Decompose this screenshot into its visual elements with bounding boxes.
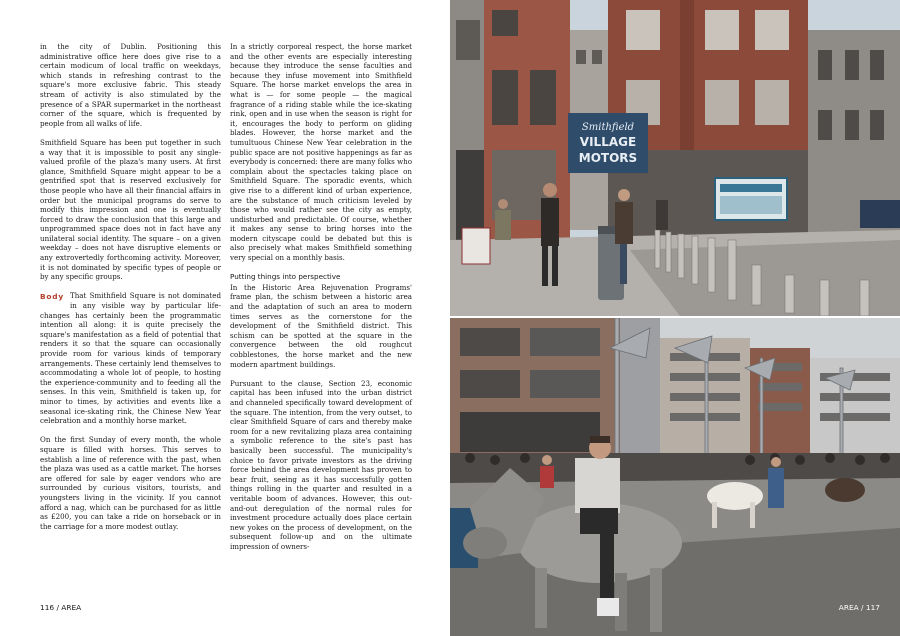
street-photo (450, 0, 900, 316)
paragraph: On the first Sunday of every month, the whole square is filled with horses. This serves to establish a line of reference with the past, when the plaza was used as a cattle market. The horses are offered for sale by eager vendors who are surrounded by curious visitors, tourists, and youngsters living in the vicinity. If you cannot afford a nag, which can be purchased for as little as £200, you can take a ride on horseback or in the carriage for a more modest outlay. (40, 435, 221, 531)
text-column-2 (230, 42, 412, 561)
page-number-left: 116 / AREA (40, 603, 82, 612)
shop-sign-line3: MOTORS (578, 151, 638, 165)
shop-sign-line1: Smithfield (581, 122, 635, 133)
text-column-1 (40, 42, 221, 541)
paragraph: Pursuant to the clause, Section 23, economic capital has been infused into the urban district and channeled specifically toward development of the square. The intention, from the very outset, to clear Smithfield Square of cars and thereby make room for a new revitalizing plaza area containing a symbolic reference to the site's past has basically been successful. The municipality's choice to favor private investors as the driving force behind the area development has proven to bear fruit, seeing as it has successfully gotten things rolling in the quarter and resulted in a veritable boom of advances. However, this out-and-out deregulation of the normal rules for investment procedure actually does place certain new yokes on the process of development, on the subsequent follow-up and on the ultimate impression of owners- (230, 378, 412, 551)
paragraph: In a strictly corporeal respect, the horse market and the other events are especially interesting because they introduce the sense faculties and because they infuse movement into Smithfield Square. The horse market envelops the area in what is — for some people — the magical fragrance of a riding stable while the ice-skating rink, open and in use when the season is right for it, encourages the body to perform on gliding blades. However, the horse market and the tumultuous Chinese New Year celebration in the public space are not positive happenings as far as everybody is concerned: there are many folks who complain about the spectacles taking place on Smithfield Square. The sporadic events, which give rise to a different kind of urban experience, are the substance of much criticism leveled by those who would rather see the city as empty, undisturbed and predictable. Of course, whether it makes any sense to bring horses into the modern cityscape could be debated but this is also precisely what makes Smithfield something very special on a monthly basis. (230, 42, 412, 263)
paragraph-text: That Smithfield Square is not dominated in any visible way by particular life-changes has certainly been the programmatic intention all along: it is quite precisely the square's manifestation as a field of potential that renders it so that the square can occasionally provide room for various kinds of temporary arrangements. These certainly lend themselves to accommodating a whole lot of people, to hosting the experience-community and to feeding all the senses. In this vein, Smithfield is taken up, for minor to times, by activities and events like a seasonal ice-skating rink, the Chinese New Year celebration and a monthly horse market. (40, 291, 221, 426)
paragraph: In the Historic Area Rejuvenation Programs' frame plan, the schism between a historic area and the adaptation of such an area to modern times serves as the cornerstone for the development of the Smithfield district. This schism can be spotted at the square in the convergence between the old roughcut cobblestones, the horse market and the new modern apartment buildings. (230, 282, 412, 369)
street-photo-illustration (450, 0, 900, 316)
paragraph: in the city of Dublin. Positioning this administrative office here does give rise to a certain modicum of local traffic on weekdays, which stands in refreshing contrast to the square's more exclusive fabric. This steady stream of activity is also stimulated by the presence of a SPAR supermarket in the northeast corner of the square, which is frequented by people from all walks of life. (40, 42, 221, 128)
paragraph: Smithfield Square has been put together in such a way that it is impossible to posit any single-valued profile of the plaza's many users. At first glance, Smithfield Square might appear to be a gentrified spot that is reserved exclusively for those people who have all their financial affairs in order but the municipal programs do serve to modify this impression and one is eventually forced to draw the conclusion that this large and unprogrammed space does not in fact have any unilateral social identity. The square – on a given weekday – does not have disruptive elements or any extrovertedly forthcoming activity. Moreover, it is not dominated by specific types of people or by any specific groups. (40, 137, 221, 282)
subheading: Putting things into perspective (230, 272, 341, 282)
page-number-right: AREA / 117 (838, 603, 880, 612)
horse-market-photo (450, 318, 900, 636)
section-label-body: Body (40, 292, 65, 302)
paragraph (40, 291, 221, 425)
horse-market-illustration (450, 318, 900, 636)
shop-sign-line2: VILLAGE (579, 135, 637, 149)
